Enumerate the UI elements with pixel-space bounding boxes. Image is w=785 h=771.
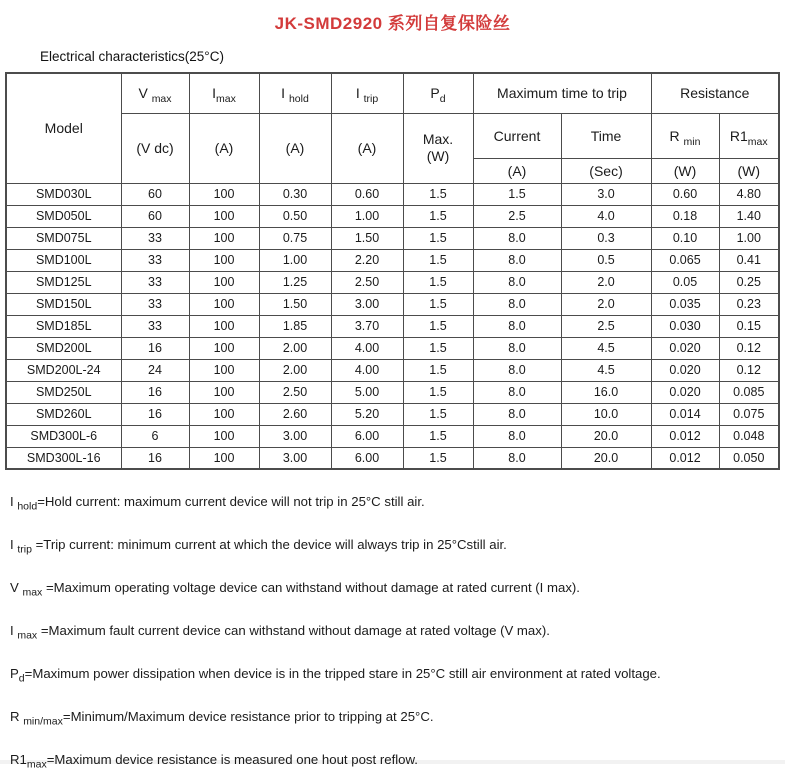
footnote-text: =Hold current: maximum current device will not trip in 25°C still air. [37, 494, 425, 509]
symbol-pre: R [669, 127, 684, 144]
footnote [10, 537, 785, 556]
footnote-subscript: d [18, 672, 25, 685]
value-cell: 10.0 [561, 403, 651, 425]
symbol-pre: I [212, 85, 217, 102]
col-header-rmin [651, 113, 719, 158]
value-cell: 3.00 [259, 425, 331, 447]
col-group-resistance: Resistance [651, 73, 779, 113]
model-cell: SMD300L-6 [6, 425, 121, 447]
value-cell: 0.12 [719, 359, 779, 381]
value-cell: 5.20 [331, 403, 403, 425]
table-row [6, 183, 779, 205]
symbol-pre: R1 [729, 127, 748, 144]
value-cell: 1.40 [719, 205, 779, 227]
col-header-current: Current [473, 113, 561, 158]
symbol-subscript: trip [363, 93, 379, 106]
col-header-itrip [331, 73, 403, 113]
value-cell: 1.5 [403, 293, 473, 315]
footnotes [10, 494, 785, 771]
value-cell: 0.10 [651, 227, 719, 249]
value-cell: 4.80 [719, 183, 779, 205]
value-cell: 0.41 [719, 249, 779, 271]
footnote-subscript: min/max [23, 715, 63, 728]
value-cell: 2.5 [473, 205, 561, 227]
value-cell: 1.5 [403, 315, 473, 337]
value-cell: 1.5 [403, 381, 473, 403]
footnote-subscript: max [26, 758, 47, 771]
table-caption: Electrical characteristics(25°C) [40, 49, 224, 64]
value-cell: 3.00 [259, 447, 331, 469]
value-cell: 6 [121, 425, 189, 447]
table-row [6, 249, 779, 271]
table-row [6, 293, 779, 315]
value-cell: 8.0 [473, 249, 561, 271]
col-header-time: Time [561, 113, 651, 158]
value-cell: 1.5 [403, 271, 473, 293]
value-cell: 0.085 [719, 381, 779, 403]
value-cell: 20.0 [561, 425, 651, 447]
col-header-ihold [259, 73, 331, 113]
value-cell: 2.0 [561, 293, 651, 315]
value-cell: 100 [189, 205, 259, 227]
model-cell: SMD030L [6, 183, 121, 205]
value-cell: 0.075 [719, 403, 779, 425]
value-cell: 1.00 [719, 227, 779, 249]
value-cell: 0.60 [651, 183, 719, 205]
value-cell: 0.020 [651, 359, 719, 381]
value-cell: 0.75 [259, 227, 331, 249]
value-cell: 100 [189, 271, 259, 293]
value-cell: 16 [121, 403, 189, 425]
value-cell: 8.0 [473, 315, 561, 337]
model-cell: SMD125L [6, 271, 121, 293]
value-cell: 60 [121, 183, 189, 205]
footnote [10, 709, 785, 728]
model-cell: SMD185L [6, 315, 121, 337]
footnote-text: =Maximum fault current device can withstand without damage at rated voltage (V max). [37, 623, 550, 638]
value-cell: 100 [189, 447, 259, 469]
value-cell: 8.0 [473, 447, 561, 469]
value-cell: 4.0 [561, 205, 651, 227]
value-cell: 4.5 [561, 337, 651, 359]
model-cell: SMD300L-16 [6, 447, 121, 469]
value-cell: 100 [189, 403, 259, 425]
symbol-subscript: max [151, 93, 172, 106]
header-row-2 [6, 113, 779, 158]
value-cell: 4.00 [331, 337, 403, 359]
footnote-text: =Maximum operating voltage device can withstand without damage at rated current (I max). [42, 580, 580, 595]
unit-current: (A) [473, 158, 561, 183]
footnote-text: =Maximum device resistance is measured one hout post reflow. [46, 752, 418, 767]
value-cell: 1.5 [403, 227, 473, 249]
value-cell: 33 [121, 293, 189, 315]
value-cell: 1.5 [403, 447, 473, 469]
value-cell: 100 [189, 337, 259, 359]
col-header-pd [403, 73, 473, 113]
model-cell: SMD200L-24 [6, 359, 121, 381]
spec-table-body [6, 183, 779, 469]
value-cell: 100 [189, 315, 259, 337]
value-cell: 1.85 [259, 315, 331, 337]
footnote-symbol: I [10, 537, 18, 552]
unit-r1max: (W) [719, 158, 779, 183]
symbol-subscript: max [216, 93, 236, 106]
value-cell: 1.25 [259, 271, 331, 293]
table-row [6, 447, 779, 469]
value-cell: 33 [121, 227, 189, 249]
value-cell: 1.5 [403, 249, 473, 271]
model-cell: SMD250L [6, 381, 121, 403]
footnote [10, 623, 785, 642]
col-header-r1max [719, 113, 779, 158]
footnote-subscript: hold [17, 500, 38, 513]
value-cell: 1.50 [331, 227, 403, 249]
unit-pd-line1: Max. [422, 131, 454, 147]
value-cell: 16.0 [561, 381, 651, 403]
col-group-max-time-to-trip: Maximum time to trip [473, 73, 651, 113]
value-cell: 0.030 [651, 315, 719, 337]
footnote-text: =Minimum/Maximum device resistance prior to tripping at 25°C. [62, 709, 434, 724]
value-cell: 8.0 [473, 425, 561, 447]
table-row [6, 381, 779, 403]
model-cell: SMD260L [6, 403, 121, 425]
value-cell: 100 [189, 293, 259, 315]
model-cell: SMD100L [6, 249, 121, 271]
page-bottom-edge-artifact [0, 760, 785, 764]
value-cell: 1.00 [331, 205, 403, 227]
footnote [10, 666, 785, 685]
value-cell: 20.0 [561, 447, 651, 469]
unit-pd-line2: (W) [426, 148, 450, 164]
value-cell: 1.5 [403, 403, 473, 425]
col-header-imax [189, 73, 259, 113]
value-cell: 0.05 [651, 271, 719, 293]
unit-pd [403, 113, 473, 183]
col-header-vmax [121, 73, 189, 113]
footnote [10, 494, 785, 513]
value-cell: 1.5 [473, 183, 561, 205]
value-cell: 8.0 [473, 271, 561, 293]
model-cell: SMD200L [6, 337, 121, 359]
value-cell: 0.5 [561, 249, 651, 271]
value-cell: 2.20 [331, 249, 403, 271]
unit-vdc: (V dc) [121, 113, 189, 183]
value-cell: 33 [121, 249, 189, 271]
unit-rmin: (W) [651, 158, 719, 183]
header-row-1 [6, 73, 779, 113]
value-cell: 2.50 [331, 271, 403, 293]
unit-imax: (A) [189, 113, 259, 183]
value-cell: 1.50 [259, 293, 331, 315]
value-cell: 0.012 [651, 447, 719, 469]
unit-time: (Sec) [561, 158, 651, 183]
value-cell: 1.5 [403, 359, 473, 381]
table-row [6, 271, 779, 293]
value-cell: 100 [189, 183, 259, 205]
value-cell: 24 [121, 359, 189, 381]
value-cell: 0.23 [719, 293, 779, 315]
value-cell: 100 [189, 227, 259, 249]
value-cell: 8.0 [473, 293, 561, 315]
model-cell: SMD075L [6, 227, 121, 249]
value-cell: 1.00 [259, 249, 331, 271]
value-cell: 2.00 [259, 359, 331, 381]
value-cell: 0.048 [719, 425, 779, 447]
table-row [6, 403, 779, 425]
value-cell: 2.60 [259, 403, 331, 425]
value-cell: 100 [189, 249, 259, 271]
symbol-subscript: max [747, 135, 768, 148]
value-cell: 8.0 [473, 403, 561, 425]
value-cell: 3.00 [331, 293, 403, 315]
value-cell: 2.00 [259, 337, 331, 359]
value-cell: 0.020 [651, 381, 719, 403]
footnote-subscript: trip [17, 543, 32, 556]
value-cell: 16 [121, 337, 189, 359]
value-cell: 0.60 [331, 183, 403, 205]
value-cell: 33 [121, 315, 189, 337]
value-cell: 0.30 [259, 183, 331, 205]
footnote-subscript: max [17, 629, 38, 642]
value-cell: 4.00 [331, 359, 403, 381]
table-row [6, 425, 779, 447]
electrical-characteristics-table [5, 72, 780, 470]
value-cell: 1.5 [403, 205, 473, 227]
value-cell: 4.5 [561, 359, 651, 381]
table-row [6, 205, 779, 227]
footnote [10, 580, 785, 599]
value-cell: 1.5 [403, 337, 473, 359]
footnote-symbol: I [10, 494, 18, 509]
footnote-symbol: I [10, 623, 18, 638]
unit-itrip: (A) [331, 113, 403, 183]
value-cell: 100 [189, 359, 259, 381]
value-cell: 60 [121, 205, 189, 227]
value-cell: 0.25 [719, 271, 779, 293]
value-cell: 0.050 [719, 447, 779, 469]
value-cell: 8.0 [473, 381, 561, 403]
table-row [6, 315, 779, 337]
value-cell: 6.00 [331, 447, 403, 469]
value-cell: 100 [189, 381, 259, 403]
value-cell: 0.065 [651, 249, 719, 271]
value-cell: 0.014 [651, 403, 719, 425]
value-cell: 0.50 [259, 205, 331, 227]
symbol-subscript: d [439, 93, 446, 106]
value-cell: 5.00 [331, 381, 403, 403]
symbol-pre: I [281, 85, 289, 102]
col-header-model: Model [6, 73, 121, 183]
symbol-pre: I [355, 85, 364, 102]
footnote-symbol: R1 [10, 752, 27, 767]
value-cell: 100 [189, 425, 259, 447]
value-cell: 6.00 [331, 425, 403, 447]
table-row [6, 359, 779, 381]
footnote-text: =Maximum power dissipation when device is in the tripped stare in 25°C still air environment at rated voltage. [24, 666, 661, 681]
table-row [6, 227, 779, 249]
symbol-pre: V [138, 85, 152, 102]
value-cell: 1.5 [403, 425, 473, 447]
value-cell: 2.5 [561, 315, 651, 337]
value-cell: 0.035 [651, 293, 719, 315]
unit-ihold: (A) [259, 113, 331, 183]
value-cell: 0.18 [651, 205, 719, 227]
value-cell: 0.15 [719, 315, 779, 337]
value-cell: 8.0 [473, 227, 561, 249]
value-cell: 16 [121, 447, 189, 469]
value-cell: 0.020 [651, 337, 719, 359]
model-cell: SMD050L [6, 205, 121, 227]
footnote-text: =Trip current: minimum current at which the device will always trip in 25°Cstill air. [31, 537, 507, 552]
value-cell: 8.0 [473, 337, 561, 359]
value-cell: 8.0 [473, 359, 561, 381]
symbol-pre: P [430, 85, 440, 102]
value-cell: 33 [121, 271, 189, 293]
footnote-subscript: max [22, 586, 43, 599]
value-cell: 16 [121, 381, 189, 403]
symbol-subscript: hold [288, 93, 309, 106]
footnote-symbol: P [10, 666, 19, 681]
value-cell: 0.12 [719, 337, 779, 359]
model-cell: SMD150L [6, 293, 121, 315]
value-cell: 0.012 [651, 425, 719, 447]
symbol-subscript: min [683, 135, 701, 148]
page-title: JK-SMD2920 系列自复保险丝 [274, 14, 511, 33]
value-cell: 3.70 [331, 315, 403, 337]
value-cell: 2.0 [561, 271, 651, 293]
footnote-symbol: V [10, 580, 23, 595]
value-cell: 3.0 [561, 183, 651, 205]
value-cell: 1.5 [403, 183, 473, 205]
table-row [6, 337, 779, 359]
value-cell: 2.50 [259, 381, 331, 403]
footnote-symbol: R [10, 709, 24, 724]
value-cell: 0.3 [561, 227, 651, 249]
